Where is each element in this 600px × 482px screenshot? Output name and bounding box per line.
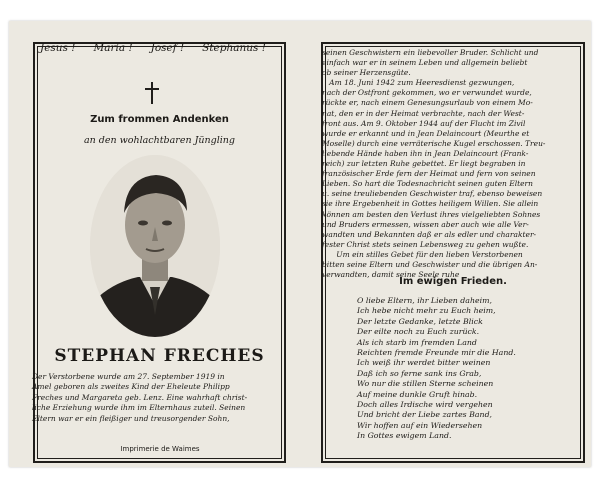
biography-text: Der Verstorbene wurde am 27. September 1919 in Amel geboren als zweites Kind der Eheleute Philipp Freches und Margareta geb. Lenz. Eine wahrhaft christ- liche Erziehung wurde ihm im Elternhaus zuteil. Seinen Eltern war er ein fleißiger und treusorgender Sohn, <box>32 372 248 423</box>
invocation-stephanus: Stephanus ! <box>202 42 266 54</box>
invocation-jesus: Jesus ! <box>40 42 76 54</box>
obituary-text: seinen Geschwistern ein liebevoller Bruder. Schlicht und einfach war er in seinem Leben und allgemein beliebt ob seiner Herzensgüte. Am 18. Juni 1942 zum Heeresdienst gezwungen, nach der Ostfront gekommen, wo er verwundet wurde, rückte er, nach einem Genesungsurlaub von einem Mo- nat, den er in der Heimat verbrachte, nach der West- front aus. Am 9. Oktober 1944 auf der Flucht im Zivil wurde er erkannt und in Jean Delaincourt (Meurthe et Moselle) durch eine verräterische Kugel erschossen. Treu- liebende Hände haben ihn in Jean Delaincourt (Frank- reich) zur letzten Ruhe gebettet. Er liegt begraben in französischer Erde fern der Heimat und fern von seinen Lieben. So hart die Todesnachricht seinen guten Eltern u. seine treuliebenden Geschwister traf, ebenso beweisen sie ihre Ergebenheit in Gottes heiligem Willen. Sie allein können am besten den Verlust ihres vielgeliebten Sohnes und Bruders ermessen, wissen aber auch wie alle Ver- wandten und Bekannten daß er als edler und charakter- fester Christ stets seinen Lebensweg zu gehen wußte. Um ein stilles Gebet für den lieben Verstorbenen bitten seine Eltern und Geschwister und die übrigen An- verwandten, damit seine Seele ruhe <box>322 48 546 280</box>
memorial-poem: O liebe Eltern, ihr Lieben daheim, Ich hebe nicht mehr zu Euch heim, Der letzte Gedanke, letzte Blick Der eilte noch zu Euch zurück. Als ich starb im fremden Land Reichten fremde Freunde mir die Hand. Ich weiß ihr werdet bitter weinen Daß ich so ferne sank ins Grab, Wo nur die stillen Sterne scheinen Auf meine dunkle Gruft hinab. Doch alles Irdische wird vergehen Und bricht der Liebe zartes Band, Wir hoffen auf ein Wiedersehen In Gottes ewigem Land. <box>357 296 516 441</box>
portrait-photo <box>90 155 220 337</box>
invocation-josef: Josef ! <box>150 42 185 54</box>
invocation-maria: Maria ! <box>93 42 133 54</box>
rest-in-peace-heading: Im ewigen Frieden. <box>399 276 507 287</box>
cross-icon <box>145 82 159 104</box>
memorial-heading: Zum frommen Andenken <box>90 114 229 125</box>
memorial-subheading: an den wohlachtbaren Jüngling <box>83 135 236 146</box>
deceased-name: STEPHAN FRECHES <box>54 346 265 366</box>
invocation-line <box>40 42 266 54</box>
printer-imprint: Imprimerie de Waimes <box>120 445 200 453</box>
